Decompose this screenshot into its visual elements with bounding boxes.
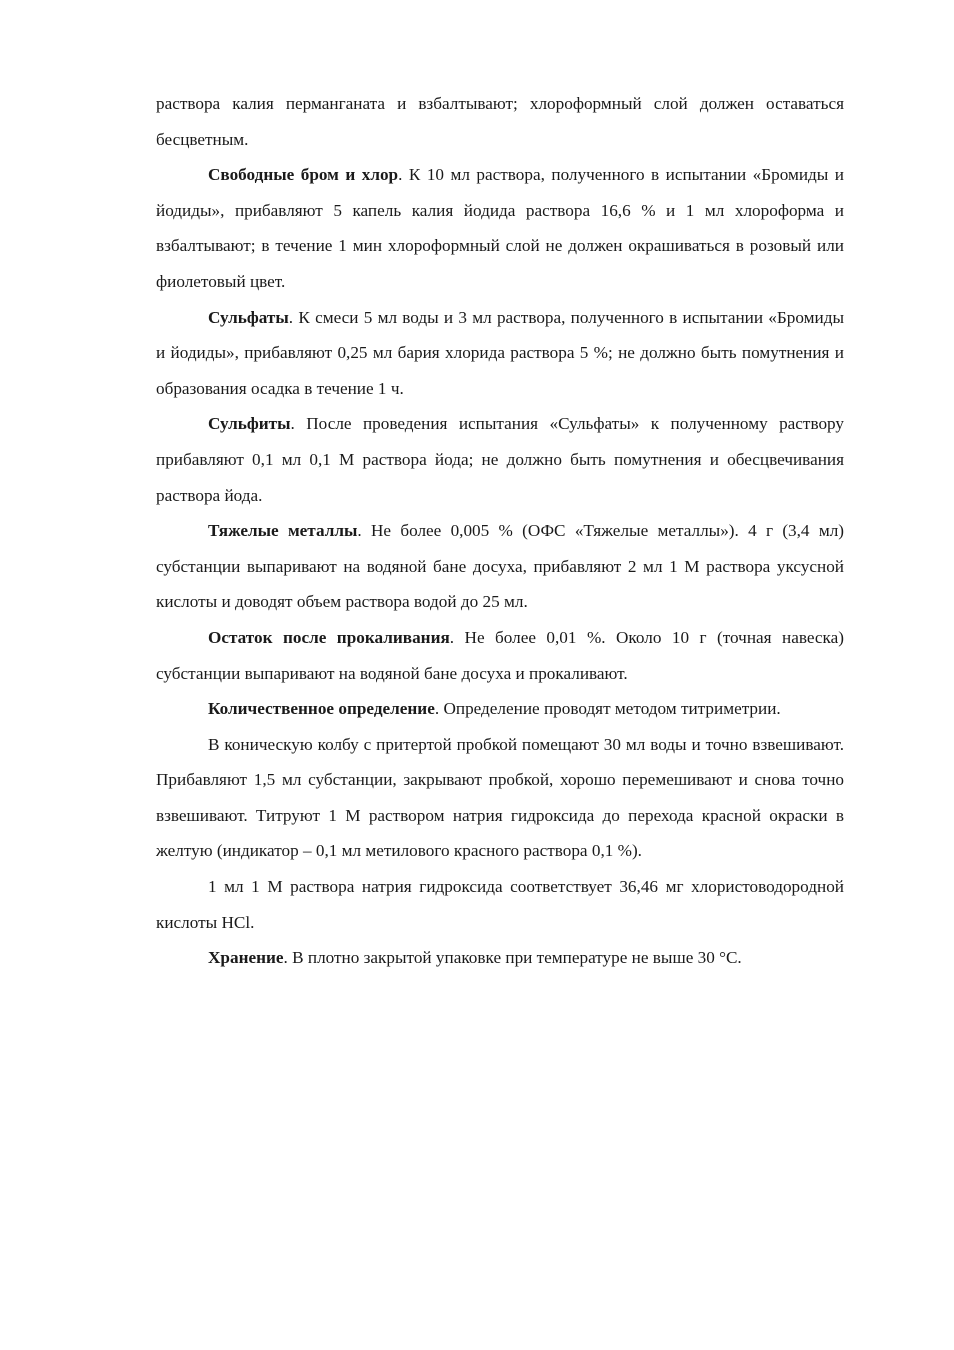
paragraph-sulfates <box>156 300 844 407</box>
section-heading: Свободные бром и хлор <box>208 165 399 185</box>
section-heading: Количественное определение <box>208 699 435 719</box>
paragraph-text: . Не более 0,01 %. Около 10 г (точная навеска) субстанции выпаривают на водяной бане досуха и прокаливают. <box>156 627 844 683</box>
section-heading: Сульфиты <box>208 414 291 434</box>
paragraph-text: . Определение проводят методом титриметрии. <box>434 699 781 719</box>
section-heading: Тяжелые металлы <box>208 521 358 541</box>
paragraph-assay-procedure <box>156 727 844 869</box>
section-heading: Хранение <box>208 948 284 968</box>
paragraph-text: . После проведения испытания «Сульфаты» к полученному раствору прибавляют 0,1 мл 0,1 М раствора йода; не должно быть помутнения и обесцвечивания раствора йода. <box>156 414 844 505</box>
paragraph-text: . К 10 мл раствора, полученного в испытании «Бромиды и йодиды», прибавляют 5 капель калия йодида раствора 16,6 % и 1 мл хлороформа и взбалтывают; в течение 1 мин хлороформный слой не должен окрашиваться в розовый или фиолетовый цвет. <box>156 165 844 291</box>
paragraph-free-bromine-chlorine <box>156 157 844 299</box>
paragraph-text: . В плотно закрытой упаковке при температуре не выше 30 °С. <box>283 948 742 968</box>
paragraph-storage <box>156 940 844 976</box>
document-page <box>156 86 844 976</box>
paragraph-equivalence <box>156 869 844 940</box>
paragraph-text: В коническую колбу с притертой пробкой помещают 30 мл воды и точно взвешивают. Прибавляют 1,5 мл субстанции, закрывают пробкой, хорошо перемешивают и снова точно взвешивают. Титруют 1 М раствором натрия гидроксида до перехода красной окраски в желтую (индикатор – 0,1 мл метилового красного раствора 0,1 %). <box>156 734 844 861</box>
paragraph-assay <box>156 691 844 727</box>
paragraph-text: . Не более 0,005 % (ОФС «Тяжелые металлы»). 4 г (3,4 мл) субстанции выпаривают на водяной бане досуха, прибавляют 2 мл 1 М раствора уксусной кислоты и доводят объем раствора водой до 25 мл. <box>156 521 844 612</box>
paragraph-permanganate-continuation <box>156 86 844 157</box>
section-heading: Остаток после прокаливания <box>208 627 450 647</box>
paragraph-sulfites <box>156 406 844 513</box>
paragraph-text: 1 мл 1 М раствора натрия гидроксида соответствует 36,46 мг хлористоводородной кислоты HCl. <box>156 877 844 932</box>
paragraph-heavy-metals <box>156 513 844 620</box>
paragraph-text: . К смеси 5 мл воды и 3 мл раствора, полученного в испытании «Бромиды и йодиды», прибавляют 0,25 мл бария хлорида раствора 5 %; не должно быть помутнения и образования осадка в течение 1 ч. <box>156 307 844 398</box>
section-heading: Сульфаты <box>208 307 289 327</box>
paragraph-text: раствора калия перманганата и взбалтывают; хлороформный слой должен оставаться бесцветным. <box>156 94 844 149</box>
paragraph-residue-on-ignition <box>156 620 844 691</box>
